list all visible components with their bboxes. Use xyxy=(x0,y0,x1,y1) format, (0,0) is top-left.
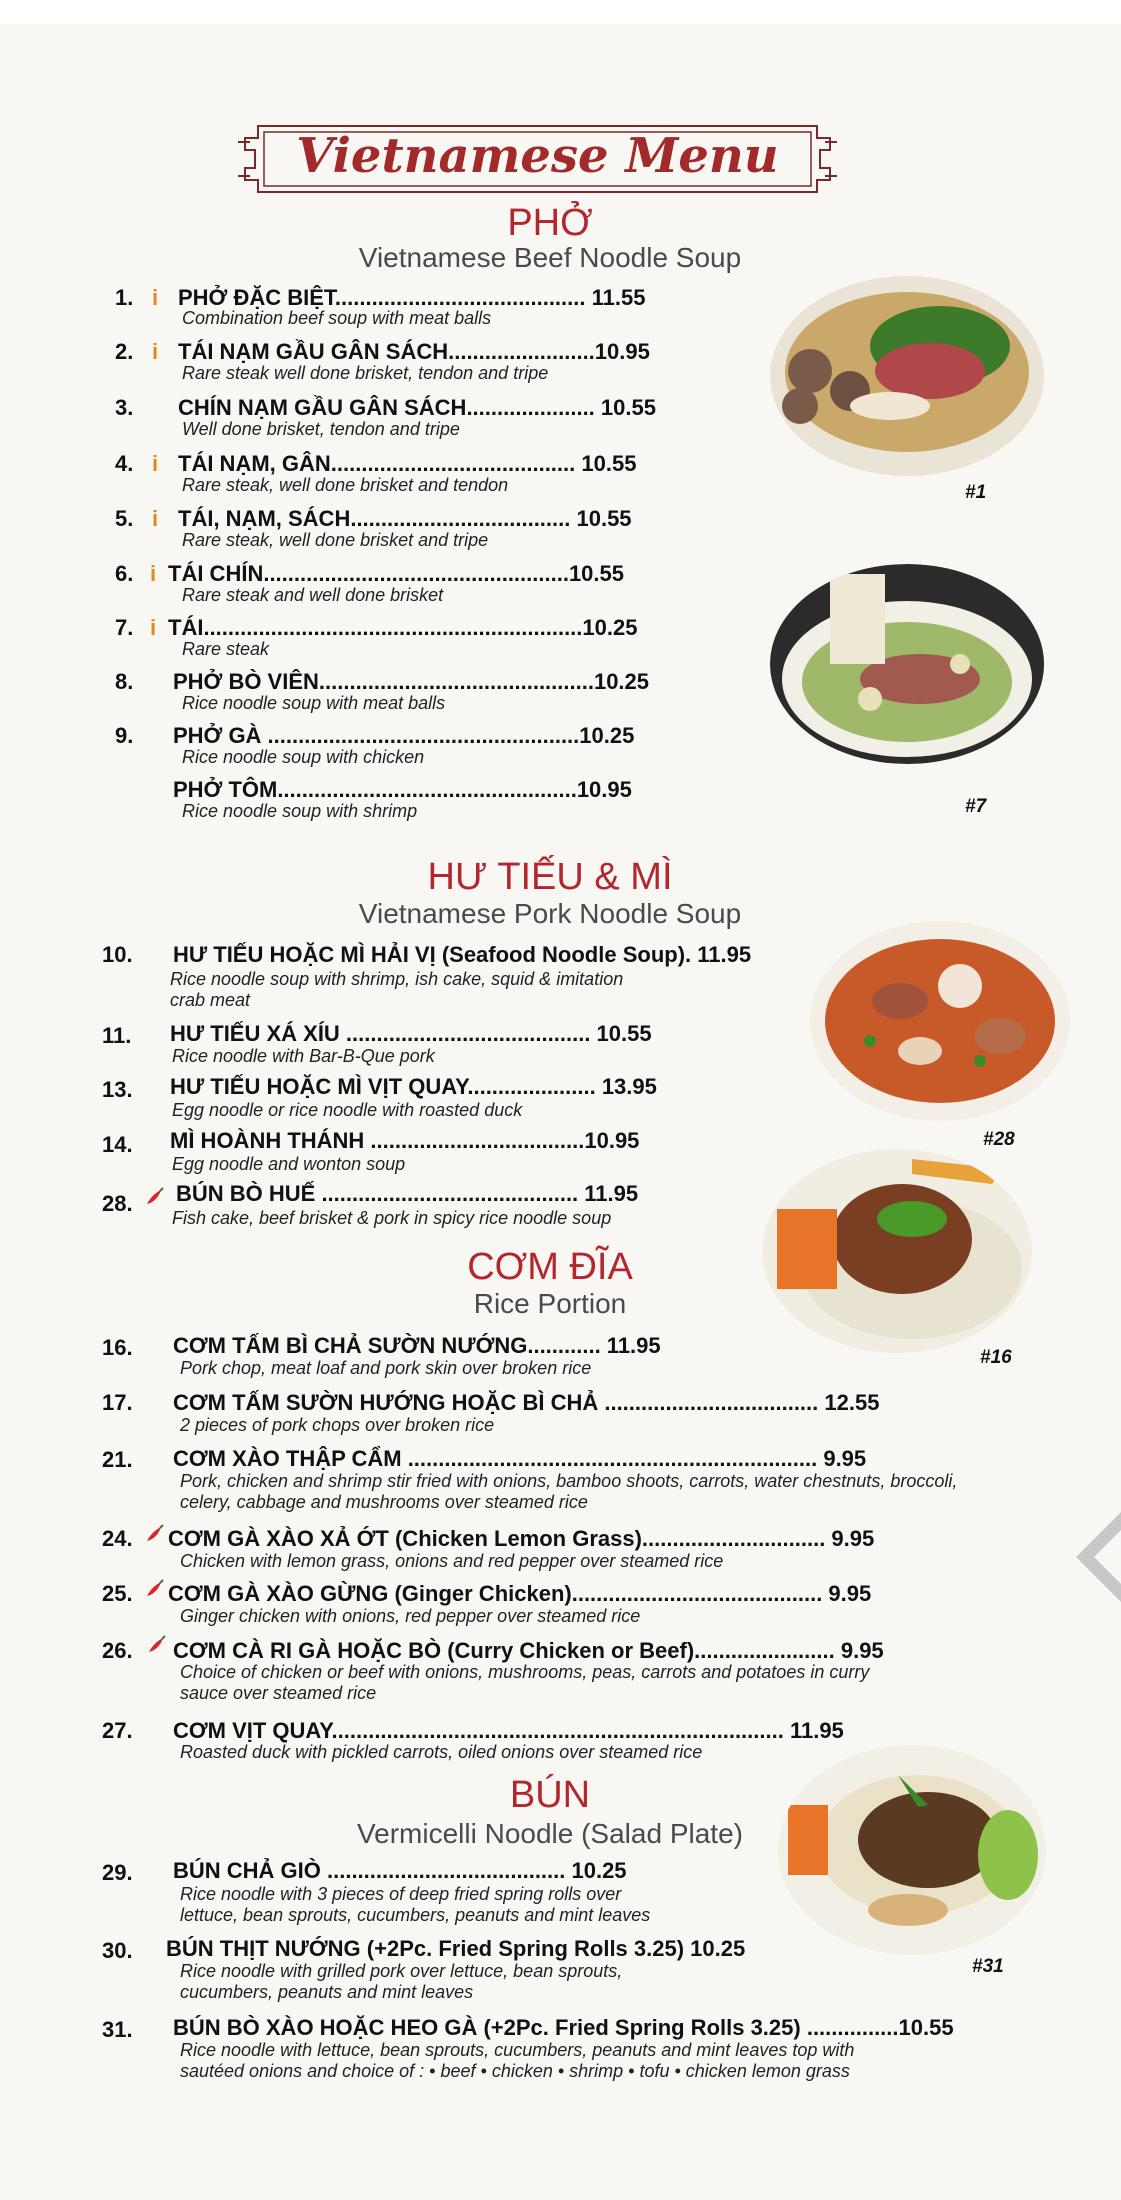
seafood-bowl-image xyxy=(810,921,1070,1121)
item-name: BÚN BÒ HUẾ .......................................... 11.95 xyxy=(176,1181,639,1206)
item-number: 3. xyxy=(115,395,134,420)
item-number: 25. xyxy=(102,1581,133,1606)
item-description: Chicken with lemon grass, onions and red pepper over steamed rice xyxy=(180,1551,724,1571)
item-number: 13. xyxy=(102,1077,133,1102)
photo-label: #7 xyxy=(965,796,987,817)
item-description: Choice of chicken or beef with onions, mushrooms, peas, carrots and potatoes in curry sauce over steamed rice xyxy=(180,1662,870,1703)
item-name: CƠM GÀ XÀO GỪNG (Ginger Chicken)......................................... 9.95 xyxy=(168,1581,872,1606)
info-icon: i xyxy=(152,506,159,531)
item-name: PHỞ BÒ VIÊN.............................................10.25 xyxy=(173,669,650,694)
item-description: Rare steak, well done brisket and tendon xyxy=(182,475,509,495)
item-name: CHÍN NẠM GẦU GÂN SÁCH..................... 10.55 xyxy=(178,395,656,420)
item-description: Rice noodle with lettuce, bean sprouts, cucumbers, peanuts and mint leaves top with sautéed onions and choice of : • beef • chicken • shrimp • tofu • chicken lemon grass xyxy=(180,2040,855,2081)
item-name: HƯ TIẾU XÁ XÍU ........................................ 10.55 xyxy=(170,1021,652,1046)
item-name: HƯ TIẾU HOẶC MÌ HẢI VỊ (Seafood Noodle Soup). 11.95 xyxy=(173,942,752,967)
item-description: Rare steak xyxy=(182,639,270,659)
section-title-bun: BÚN xyxy=(509,1774,591,1816)
item-name: CƠM TẤM BÌ CHẢ SƯỜN NƯỚNG............ 11.95 xyxy=(173,1333,661,1358)
item-name: PHỞ GÀ ...................................................10.25 xyxy=(173,723,635,748)
item-description: Combination beef soup with meat balls xyxy=(182,308,492,328)
spicy-pepper-icon xyxy=(145,1634,167,1656)
item-number: 16. xyxy=(102,1335,133,1360)
menu-title-banner xyxy=(230,120,845,198)
photo-label: #16 xyxy=(980,1347,1012,1368)
item-number: 29. xyxy=(102,1860,133,1885)
photo-pho-dac-biet xyxy=(770,276,1045,476)
item-name: CƠM TẤM SƯỜN HƯỚNG HOẶC BÌ CHẢ ................................... 12.55 xyxy=(173,1390,880,1415)
item-number: 1. xyxy=(115,285,134,310)
item-name: CƠM VỊT QUAY.......................................................................... 11.95 xyxy=(173,1718,844,1743)
section-title-pho: PHỞ xyxy=(507,202,593,244)
item-name: TÁI CHÍN..................................................10.55 xyxy=(168,561,624,586)
photo-label: #1 xyxy=(965,482,987,503)
item-number: 10. xyxy=(102,942,133,967)
item-number: 17. xyxy=(102,1390,133,1415)
photo-hai-vi xyxy=(810,921,1070,1121)
item-name: CƠM GÀ XÀO XẢ ỚT (Chicken Lemon Grass).............................. 9.95 xyxy=(168,1526,875,1551)
spicy-pepper-icon xyxy=(143,1523,165,1545)
item-description: Ginger chicken with onions, red pepper over steamed rice xyxy=(180,1606,641,1626)
item-description: Rice noodle soup with chicken xyxy=(182,747,425,767)
item-description: Well done brisket, tendon and tripe xyxy=(182,419,460,439)
spicy-pepper-icon xyxy=(143,1578,165,1600)
item-name: HƯ TIẾU HOẶC MÌ VỊT QUAY..................... 13.95 xyxy=(170,1074,657,1099)
item-number: 7. xyxy=(115,615,134,640)
item-number: 21. xyxy=(102,1447,133,1472)
item-number: 27. xyxy=(102,1718,133,1743)
item-description: Pork chop, meat loaf and pork skin over broken rice xyxy=(180,1358,592,1378)
item-number: 28. xyxy=(102,1191,133,1216)
item-name: TÁI NẠM, GÂN........................................ 10.55 xyxy=(178,451,637,476)
photo-tai xyxy=(770,564,1045,764)
photo-com-tam xyxy=(762,1149,1032,1354)
item-number: 30. xyxy=(102,1938,133,1963)
broken-rice-plate-image xyxy=(762,1149,1032,1354)
info-icon: i xyxy=(152,339,159,364)
item-description: Rare steak well done brisket, tendon and tripe xyxy=(182,363,549,383)
item-description: Rice noodle soup with shrimp xyxy=(182,801,418,821)
item-description: Rice noodle soup with meat balls xyxy=(182,693,446,713)
info-icon: i xyxy=(152,285,159,310)
item-number: 2. xyxy=(115,339,134,364)
menu-title: Vietnamese Menu xyxy=(296,128,779,184)
item-number: 6. xyxy=(115,561,134,586)
item-name: TÁI, NẠM, SÁCH.................................... 10.55 xyxy=(178,506,632,531)
item-number: 14. xyxy=(102,1132,133,1157)
item-name: MÌ HOÀNH THÁNH ...................................10.95 xyxy=(170,1128,640,1153)
info-icon: i xyxy=(152,451,159,476)
item-name: BÚN BÒ XÀO HOẶC HEO GÀ (+2Pc. Fried Spring Rolls 3.25) ...............10.55 xyxy=(173,2015,954,2040)
section-subtitle-hu-tieu: Vietnamese Pork Noodle Soup xyxy=(358,898,742,929)
item-description: Rice noodle with Bar-B-Que pork xyxy=(172,1046,435,1066)
item-name: TÁI NẠM GẦU GÂN SÁCH........................10.95 xyxy=(178,339,650,364)
item-description: Rice noodle with 3 pieces of deep fried spring rolls over lettuce, bean sprouts, cucumbers, peanuts and mint leaves xyxy=(180,1884,651,1925)
item-name: BÚN CHẢ GIÒ ....................................... 10.25 xyxy=(173,1858,627,1883)
item-name: BÚN THỊT NƯỚNG (+2Pc. Fried Spring Rolls 3.25) 10.25 xyxy=(166,1936,746,1961)
pho-bowl-image xyxy=(770,276,1045,476)
item-description: Rice noodle with grilled pork over lettuce, bean sprouts, cucumbers, peanuts and mint leaves xyxy=(180,1961,623,2002)
section-title-hu-tieu: HƯ TIẾU & MÌ xyxy=(427,856,673,898)
menu-page xyxy=(0,24,1121,2200)
tai-bowl-image xyxy=(770,564,1045,764)
item-description: Pork, chicken and shrimp stir fried with onions, bamboo shoots, carrots, water chestnuts, broccoli, celery, cabbage and mushrooms over steamed rice xyxy=(180,1471,958,1512)
item-number: 31. xyxy=(102,2017,133,2042)
item-name: PHỞ ĐẶC BIỆT......................................... 11.55 xyxy=(178,285,646,310)
item-number: 8. xyxy=(115,669,134,694)
next-page-arrow-icon[interactable] xyxy=(1076,1512,1121,1602)
item-name: TÁI..............................................................10.25 xyxy=(168,615,638,640)
vermicelli-plate-image xyxy=(778,1745,1046,1955)
item-description: Fish cake, beef brisket & pork in spicy rice noodle soup xyxy=(172,1208,612,1228)
item-number: 5. xyxy=(115,506,134,531)
item-name: CƠM XÀO THẬP CẨM ................................................................... 9.95 xyxy=(173,1446,867,1471)
info-icon: i xyxy=(150,561,157,586)
photo-bun-bo-xao xyxy=(778,1745,1046,1955)
photo-label: #28 xyxy=(983,1129,1015,1150)
section-title-com-dia: CƠM ĐĨA xyxy=(467,1246,633,1288)
item-number: 24. xyxy=(102,1526,133,1551)
item-description: Egg noodle and wonton soup xyxy=(172,1154,406,1174)
item-description: 2 pieces of pork chops over broken rice xyxy=(180,1415,495,1435)
spicy-pepper-icon xyxy=(143,1186,165,1208)
item-number: 4. xyxy=(115,451,134,476)
item-number: 26. xyxy=(102,1638,133,1663)
info-icon: i xyxy=(150,615,157,640)
section-subtitle-bun: Vermicelli Noodle (Salad Plate) xyxy=(357,1818,743,1849)
item-description: Rice noodle soup with shrimp, ish cake, squid & imitation crab meat xyxy=(170,969,624,1010)
section-subtitle-com-dia: Rice Portion xyxy=(473,1288,627,1319)
item-description: Rare steak and well done brisket xyxy=(182,585,444,605)
item-description: Egg noodle or rice noodle with roasted duck xyxy=(172,1100,523,1120)
item-description: Roasted duck with pickled carrots, oiled onions over steamed rice xyxy=(180,1742,703,1762)
item-number: 9. xyxy=(115,723,134,748)
item-description: Rare steak, well done brisket and tripe xyxy=(182,530,489,550)
item-name: CƠM CÀ RI GÀ HOẶC BÒ (Curry Chicken or Beef)....................... 9.95 xyxy=(173,1638,884,1663)
item-number: 11. xyxy=(102,1023,132,1048)
photo-label: #31 xyxy=(972,1956,1004,1977)
section-subtitle-pho: Vietnamese Beef Noodle Soup xyxy=(358,242,742,273)
item-name: PHỞ TÔM.................................................10.95 xyxy=(173,777,632,802)
